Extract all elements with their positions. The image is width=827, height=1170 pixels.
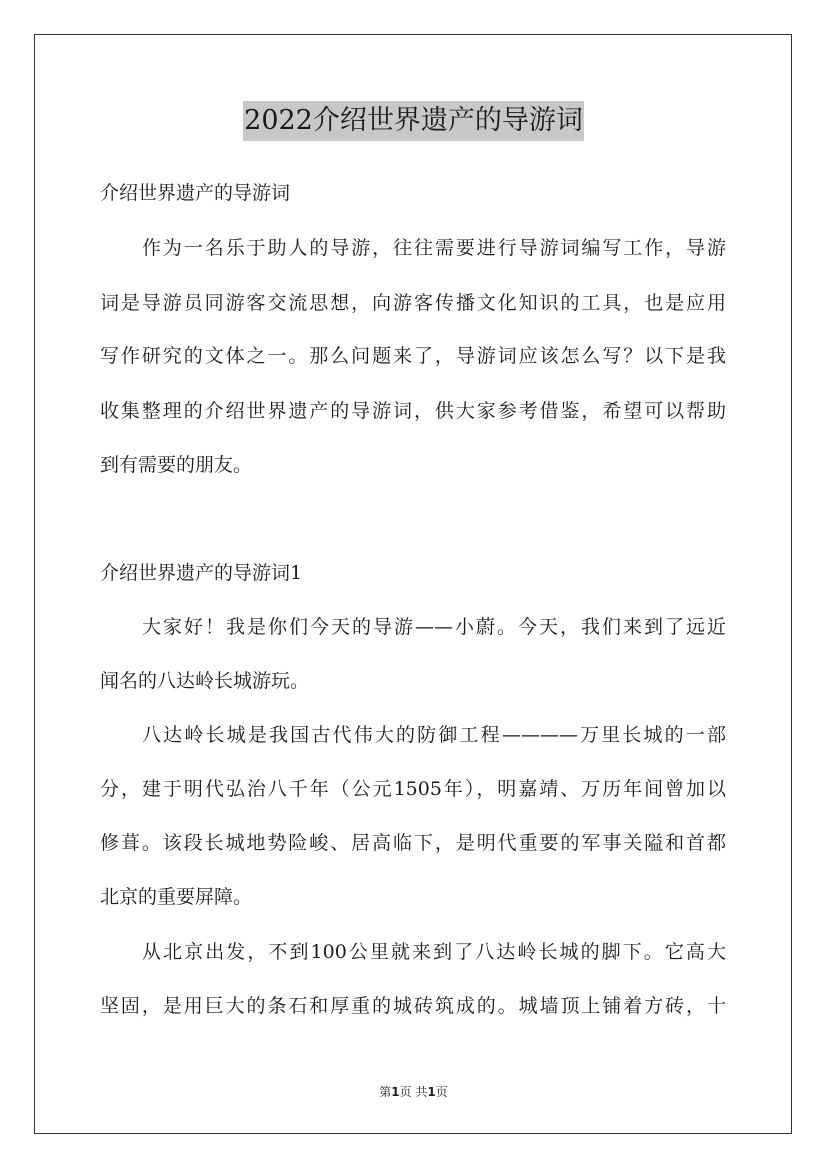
document-title xyxy=(0,101,827,141)
paragraph-line: 从北京出发，不到100公里就来到了八达岭长城的脚下。它高大 xyxy=(142,941,726,963)
paragraph-line: 分，建于明代弘治八千年（公元1505年），明嘉靖、万历年间曾加以 xyxy=(100,778,726,800)
page-prefix: 第 xyxy=(379,1085,392,1099)
paragraph-line: 八达岭长城是我国古代伟大的防御工程————万里长城的一部 xyxy=(142,724,726,746)
intro-line: 作为一名乐于助人的导游，往往需要进行导游词编写工作，导游 xyxy=(142,237,726,259)
page-footer xyxy=(0,1084,827,1100)
intro-line: 到有需要的朋友。 xyxy=(100,454,253,476)
page-total: 1 xyxy=(427,1085,436,1099)
paragraph-line: 坚固，是用巨大的条石和厚重的城砖筑成的。城墙顶上铺着方砖，十 xyxy=(100,995,726,1017)
paragraph-line: 北京的重要屏障。 xyxy=(100,886,253,908)
intro-line: 收集整理的介绍世界遗产的导游词，供大家参考借鉴，希望可以帮助 xyxy=(100,400,726,422)
document-subtitle: 介绍世界遗产的导游词 xyxy=(100,182,291,204)
page-mid: 页 共 xyxy=(399,1085,428,1099)
paragraph-line: 修葺。该段长城地势险峻、居高临下，是明代重要的军事关隘和首都 xyxy=(100,832,726,854)
page-suffix: 页 xyxy=(435,1085,448,1099)
paragraph-line: 大家好！我是你们今天的导游——小蔚。今天，我们来到了远近 xyxy=(142,616,726,638)
intro-line: 写作研究的文体之一。那么问题来了，导游词应该怎么写？以下是我 xyxy=(100,345,726,367)
page-current: 1 xyxy=(391,1085,400,1099)
intro-line: 词是导游员同游客交流思想，向游客传播文化知识的工具，也是应用 xyxy=(100,292,726,314)
paragraph-line: 闻名的八达岭长城游玩。 xyxy=(100,670,310,692)
section-heading: 介绍世界遗产的导游词1 xyxy=(100,562,303,584)
document-title-text: 2022介绍世界遗产的导游词 xyxy=(243,101,584,141)
